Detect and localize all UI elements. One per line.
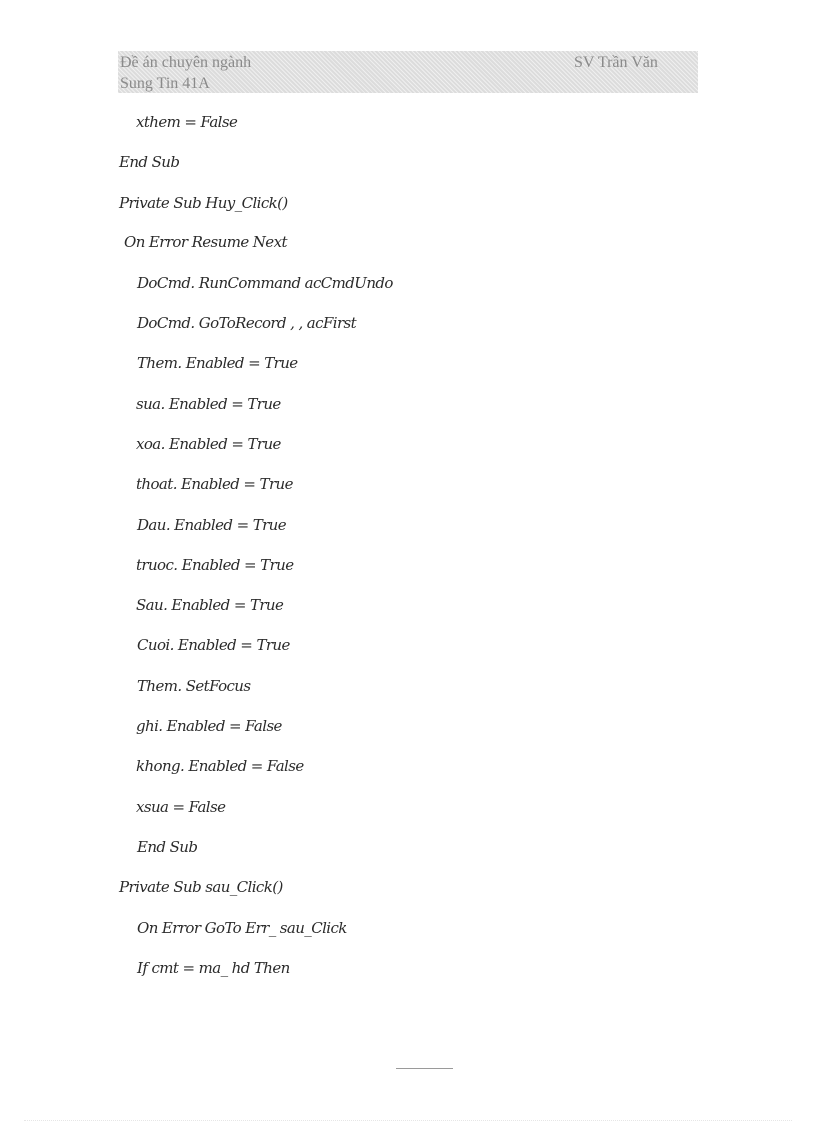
code-line: Them. SetFocus [137,677,251,695]
header-title: Đề án chuyên ngành [120,54,252,71]
code-line: khong. Enabled = False [136,757,304,775]
code-line: DoCmd. GoToRecord , , acFirst [137,314,357,332]
code-line: End Sub [119,153,180,171]
code-line: ghi. Enabled = False [136,717,282,735]
code-line: sua. Enabled = True [136,395,281,413]
code-line: Them. Enabled = True [137,354,298,372]
header-author: SV Trần Văn [574,54,658,71]
code-line: Private Sub sau_Click() [119,878,283,896]
code-line: On Error GoTo Err_ sau_Click [137,919,347,937]
page-header [118,51,698,93]
code-line: If cmt = ma_ hd Then [137,959,290,977]
code-line: On Error Resume Next [124,233,287,251]
header-author-continued: Sung Tin 41A [120,75,210,92]
code-line: xoa. Enabled = True [136,435,281,453]
page-bottom-edge [24,1120,792,1121]
code-line: Dau. Enabled = True [137,516,287,534]
code-line: xthem = False [136,113,238,131]
code-line: thoat. Enabled = True [136,475,293,493]
code-line: truoc. Enabled = True [136,556,294,574]
code-line: Cuoi. Enabled = True [137,636,290,654]
code-line: Private Sub Huy_Click() [119,194,288,212]
footer-rule [396,1068,453,1069]
code-line: DoCmd. RunCommand acCmdUndo [137,274,393,292]
code-line: xsua = False [136,798,226,816]
code-line: Sau. Enabled = True [136,596,284,614]
code-line: End Sub [137,838,198,856]
